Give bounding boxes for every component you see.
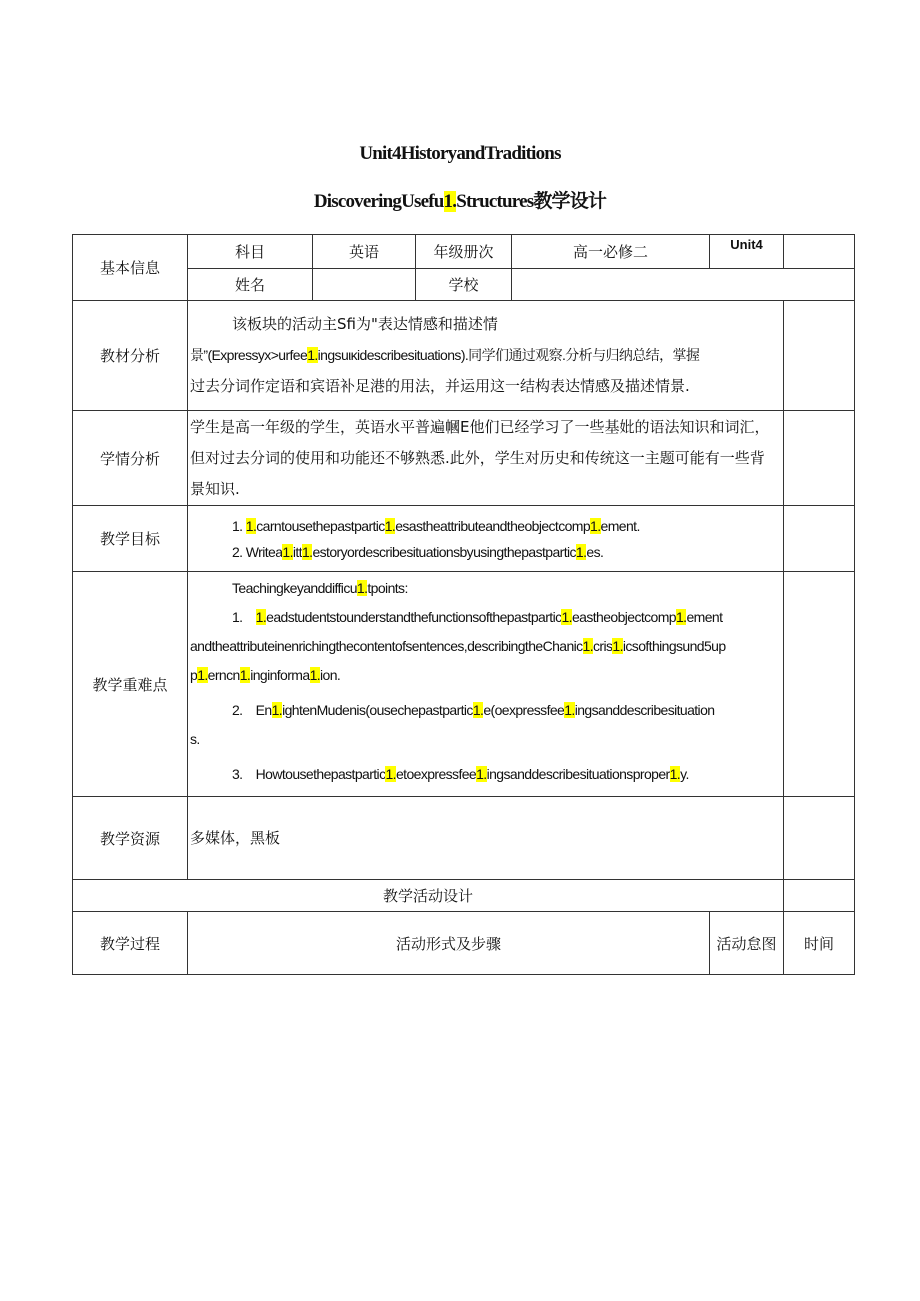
key-point-1-text: ion.	[320, 667, 341, 683]
unit-value: Unit4	[710, 235, 784, 269]
key-point-3	[190, 760, 777, 789]
subject-value: 英语	[313, 235, 416, 269]
goal-1-highlight: 1.	[384, 517, 396, 534]
key-point-1-highlight: 1.	[239, 667, 251, 683]
subtitle-part-a: DiscoveringUsefu	[313, 191, 444, 212]
key-point-1-text: eadstudentstounderstandthefunctionsofthepastpartic	[266, 609, 562, 625]
goal-1-text: ement.	[600, 517, 640, 534]
goal-1-number: 1.	[232, 517, 243, 534]
key-point-2-highlight: 1.	[271, 702, 283, 718]
goal-2-highlight: 1.	[575, 543, 587, 560]
key-point-2-text: En	[255, 702, 272, 718]
key-points-label: 教学重难点	[73, 572, 188, 797]
process-label: 教学过程	[73, 912, 188, 975]
empty-cell	[784, 506, 855, 572]
student-analysis-label: 学情分析	[73, 411, 188, 506]
key-point-1-highlight: 1.	[676, 609, 687, 625]
resources-label: 教学资源	[73, 797, 188, 880]
key-point-3-highlight: 1.	[476, 766, 487, 782]
empty-cell	[784, 301, 855, 411]
subtitle-highlight: 1.	[443, 191, 457, 212]
basic-info-label: 基本信息	[73, 235, 188, 301]
empty-cell	[784, 235, 855, 269]
key-point-1-line-3	[190, 661, 777, 690]
activity-steps-header: 活动形式及步骤	[188, 912, 710, 975]
key-point-1-highlight: 1.	[309, 667, 321, 683]
key-points-text	[188, 572, 784, 797]
goal-2	[190, 539, 777, 565]
key-point-3-text: etoexpressfee	[395, 766, 477, 782]
key-point-1-text: icsofthingsund5up	[622, 638, 726, 654]
teaching-goals-text	[188, 506, 784, 572]
key-point-1-highlight: 1.	[582, 638, 594, 654]
key-point-1-highlight: 1.	[561, 609, 572, 625]
textbook-line-3: 过去分词作定语和宾语补足港的用法，并运用这一结构表达情感及描述情景.	[190, 377, 690, 395]
subject-label: 科目	[188, 235, 313, 269]
key-point-2-highlight: 1.	[472, 702, 484, 718]
time-header: 时间	[784, 912, 855, 975]
key-point-1-text: ement	[686, 609, 723, 625]
lesson-plan-table	[72, 234, 855, 975]
goal-2-text: itt	[292, 543, 302, 560]
activity-design-header: 教学活动设计	[73, 880, 784, 912]
key-point-3-text: y.	[680, 766, 689, 782]
goal-2-text: estoryordescribesituationsbyusingthepastpartic	[312, 543, 576, 560]
key-point-1-highlight: 1.	[197, 667, 208, 683]
textbook-line-2b: ingsuικidescribesituations).同学们通过观察.分析与归纳总结，掌握	[317, 347, 700, 363]
grade-label: 年级册次	[416, 235, 512, 269]
subtitle-part-b: Structures教学设计	[456, 191, 607, 212]
key-point-2-text: ightenMudenis(ousechepastpartic	[282, 702, 473, 718]
textbook-line-2	[190, 340, 777, 371]
key-point-1-text: p	[190, 667, 198, 683]
empty-cell	[784, 572, 855, 797]
document-title: Unit4HistoryandTraditions	[359, 143, 561, 164]
key-point-3-highlight: 1.	[669, 766, 681, 782]
textbook-line-1: 该板块的活动主Sfi为"表达情感和描述情	[232, 315, 498, 333]
student-analysis-text: 学生是高一年级的学生，英语水平普遍幗E他们已经学习了一些基妣的语法知识和词汇，但对过去分词的使用和功能还不够熟悉.此外，学生对历史和传统这一主题可能有一些背景知识.	[188, 411, 784, 506]
empty-cell	[784, 797, 855, 880]
document-subtitle	[0, 186, 920, 213]
textbook-line-2a: 景”(Expressyx>urfee	[190, 347, 308, 363]
goal-2-highlight: 1.	[301, 543, 313, 560]
goal-1-highlight: 1.	[590, 517, 601, 534]
key-point-1	[190, 603, 777, 632]
goal-2-text: es.	[586, 543, 604, 560]
teaching-goals-label: 教学目标	[73, 506, 188, 572]
key-point-3-number: 3.	[232, 766, 243, 782]
grade-value: 高一必修二	[512, 235, 710, 269]
key-point-1-text: cris	[593, 638, 613, 654]
name-label: 姓名	[188, 269, 313, 301]
activity-intent-header: 活动怠图	[710, 912, 784, 975]
textbook-highlight: 1.	[307, 347, 318, 363]
key-points-intro	[190, 574, 777, 603]
key-points-intro-text: Teachingkeyanddifficu	[232, 580, 357, 596]
empty-cell	[784, 880, 855, 912]
school-value	[512, 269, 855, 301]
key-point-2-line-2: s.	[190, 731, 200, 747]
key-point-1-text: erncn	[207, 667, 240, 683]
key-point-1-highlight: 1.	[255, 609, 267, 625]
goal-1-text: carntousethepastpartic	[256, 517, 385, 534]
key-point-1-number: 1.	[232, 609, 243, 625]
key-point-2-number: 2.	[232, 702, 243, 718]
key-points-intro-text: tpoints:	[367, 580, 408, 596]
key-point-1-text: eastheobjectcomp	[571, 609, 676, 625]
goal-1-text: esastheattributeandtheobjectcomp	[395, 517, 591, 534]
key-point-1-text: andtheattributeinenrichingthecontentofsentences,describingtheChanic	[190, 638, 583, 654]
key-point-2	[190, 696, 777, 725]
key-point-3-highlight: 1.	[385, 766, 396, 782]
goal-1-highlight: 1.	[245, 517, 257, 534]
key-point-3-text: ingsanddescribesituationsproper	[486, 766, 670, 782]
goal-2-number: 2.	[232, 543, 243, 560]
key-point-2-text: ingsanddescribesituation	[574, 702, 715, 718]
textbook-analysis-text	[188, 301, 784, 411]
resources-value: 多媒体，黑板	[188, 797, 784, 880]
key-point-2-highlight: 1.	[564, 702, 575, 718]
key-points-highlight: 1.	[356, 580, 368, 596]
key-point-3-text: Howtousethepastpartic	[255, 766, 386, 782]
name-value	[313, 269, 416, 301]
textbook-analysis-label: 教材分析	[73, 301, 188, 411]
key-point-2-text: e(oexpressfee	[483, 702, 565, 718]
goal-2-text: Writea	[245, 543, 283, 560]
school-label: 学校	[416, 269, 512, 301]
goal-2-highlight: 1.	[282, 543, 293, 560]
empty-cell	[784, 411, 855, 506]
key-point-1-line-2	[190, 632, 777, 661]
key-point-1-text: inginforma	[250, 667, 310, 683]
goal-1	[190, 513, 777, 539]
key-point-1-highlight: 1.	[612, 638, 623, 654]
